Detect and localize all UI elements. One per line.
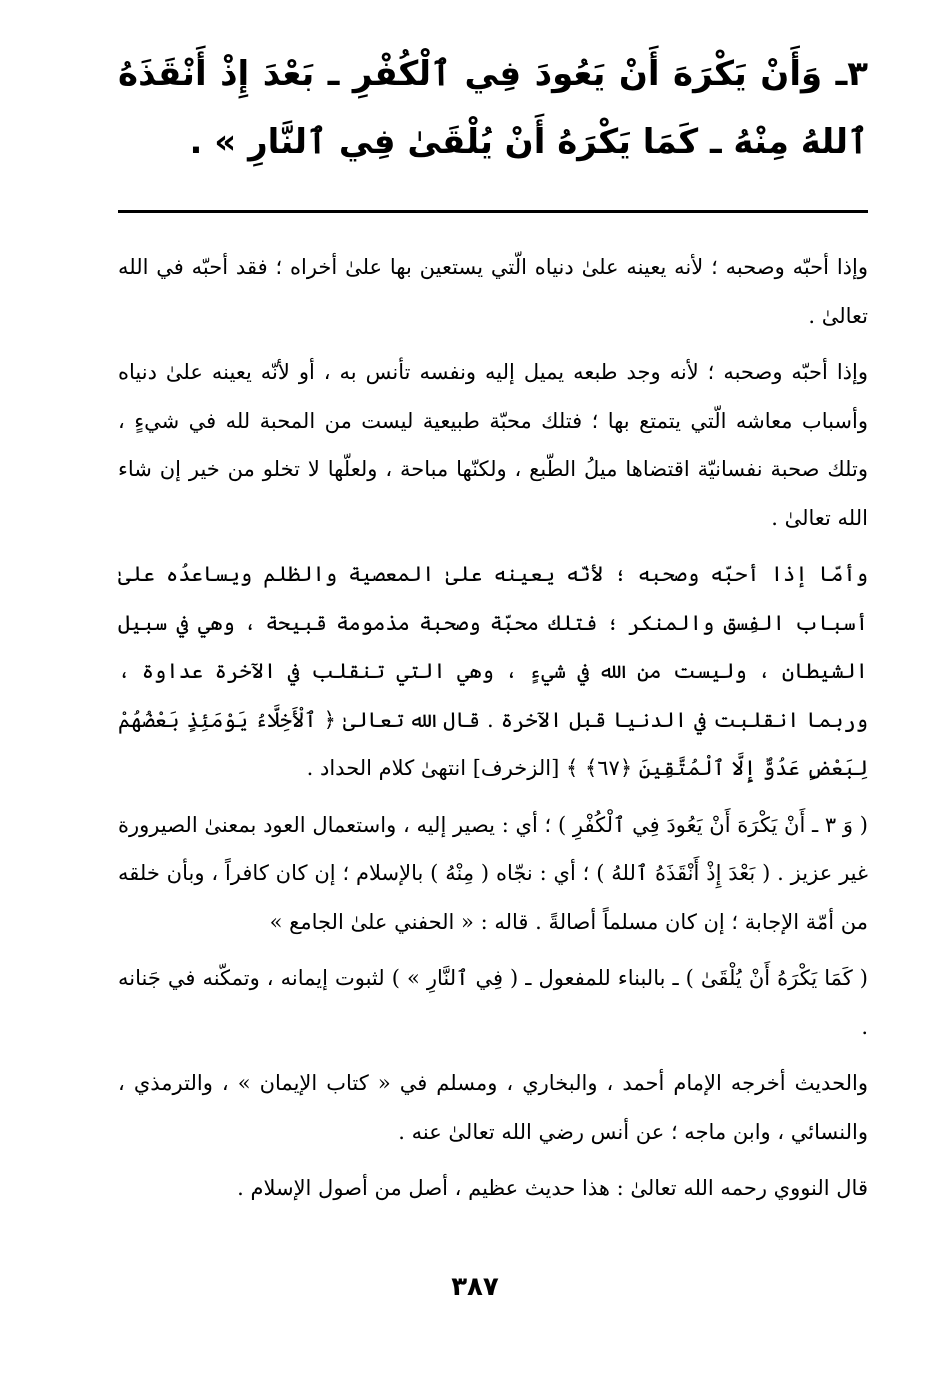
commentary-paragraph-3: وأمّا إذا أحبّه وصحبه ؛ لأنّه يعينه علىٰ المعصية والظلم ويساعدُه علىٰ أسباب الفِسق والمنكر ؛ فتلك محبّة وصحبة مذمومة قبيحة ، وهي في سبيل الشيطان ، وليست من الله في شيءٍ ، وهي التي تنقلب في الآخرة عداوة ، وربما انقلبت في الدنيا قبل الآخرة . قال الله تعالىٰ ﴿ ٱلْأَخِلَّاءُ يَوْمَئِذٍ بَعْضُهُمْ لِبَعْضٍ عَدُوٌّ إِلَّا ٱلْمُتَّقِينَ ﴿٦٧﴾ ﴾ [الزخرف] انتهىٰ كلام الحداد . bbox=[118, 562, 868, 780]
commentary-paragraph-5: ( كَمَا يَكْرَهُ أَنْ يُلْقَىٰ ) ـ بالبناء للمفعول ـ ( فِي ٱلنَّارِ » ) لثبوت إيمانه ، وتمكّنه في جَنانه . bbox=[118, 966, 868, 1039]
commentary-paragraph-6: والحديث أخرجه الإمام أحمد ، والبخاري ، ومسلم في « كتاب الإيمان » ، والترمذي ، والنسائي ، وابن ماجه ؛ عن أنس رضي الله تعالىٰ عنه . bbox=[118, 1071, 868, 1144]
commentary-paragraph-1: وإذا أحبّه وصحبه ؛ لأنه يعينه علىٰ دنياه الّتي يستعين بها علىٰ أخراه ؛ فقد أحبّه في الله تعالىٰ . bbox=[118, 255, 868, 328]
hadith-text: ٣ـ وَأَنْ يَكْرَهَ أَنْ يَعُودَ فِي ٱلْكُفْرِ ـ بَعْدَ إِذْ أَنْقَذَهُ ٱللهُ مِنْهُ ـ كَمَا يَكْرَهُ أَنْ يُلْقَىٰ فِي ٱلنَّارِ » . bbox=[118, 54, 868, 162]
page-body bbox=[118, 40, 868, 1221]
commentary-paragraph-2: وإذا أحبّه وصحبه ؛ لأنه وجد طبعه يميل إليه ونفسه تأنس به ، أو لأنّه يعينه علىٰ دنياه وأسباب معاشه الّتي يتمتع بها ؛ فتلك محبّة طبيعية ليست من المحبة لله في شيءٍ ، وتلك صحبة نفسانيّة اقتضاها ميلُ الطّبع ، ولكنّها مباحة ، ولعلّها لا تخلو من خير إن شاء الله تعالىٰ . bbox=[118, 360, 868, 530]
commentary-paragraph-7: قال النووي رحمه الله تعالىٰ : هذا حديث عظيم ، أصل من أصول الإسلام . bbox=[237, 1176, 868, 1200]
commentary-paragraph-4: ( وَ ٣ ـ أَنْ يَكْرَهَ أَنْ يَعُودَ فِي ٱلْكُفْرِ ) ؛ أي : يصير إليه ، واستعمال العود بمعنىٰ الصيرورة غير عزيز . ( بَعْدَ إِذْ أَنْقَذَهُ ٱللهُ ) ؛ أي : نجّاه ( مِنْهُ ) بالإسلام ؛ إن كان كافراً ، وبأن خلقه من أمّة الإجابة ؛ إن كان مسلماً أصالةً . قاله : « الحفني علىٰ الجامع » bbox=[118, 812, 869, 934]
separator-line bbox=[118, 210, 868, 213]
page-number: ٣٨٧ bbox=[451, 1272, 499, 1302]
